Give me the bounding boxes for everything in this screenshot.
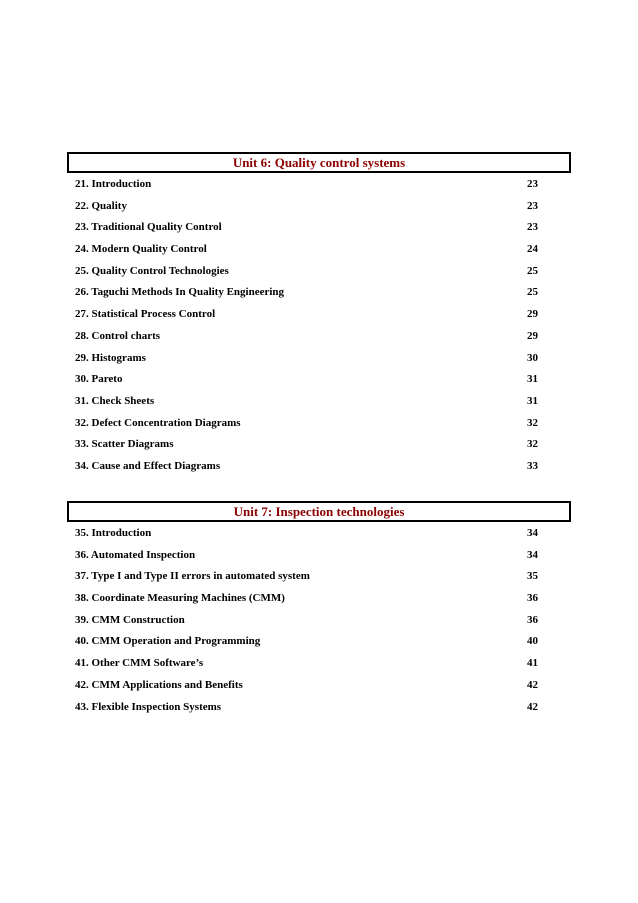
- unit-6-section: [67, 152, 571, 479]
- toc-entry-page: 34: [527, 548, 538, 561]
- toc-entry-page: 35: [527, 570, 538, 583]
- toc-entry-title: 32. Defect Concentration Diagrams: [75, 416, 241, 429]
- toc-entry-title: 29. Histograms: [75, 351, 146, 364]
- toc-entry-page: 29: [527, 308, 538, 321]
- toc-entry-page: 34: [527, 527, 538, 539]
- toc-row[interactable]: [67, 370, 571, 392]
- toc-entry-page: 42: [527, 678, 538, 691]
- toc-entry-page: 23: [527, 221, 538, 234]
- toc-entry-page: 40: [527, 635, 538, 648]
- toc-entry-title: 41. Other CMM Software’s: [75, 657, 204, 670]
- toc-entry-title: 40. CMM Operation and Programming: [75, 635, 261, 648]
- toc-entry-title: 43. Flexible Inspection Systems: [75, 700, 222, 713]
- toc-entry-page: 33: [527, 459, 538, 472]
- toc-entry-page: 23: [527, 199, 538, 212]
- unit-6-header: Unit 6: Quality control systems: [67, 152, 571, 173]
- toc-entry-page: 31: [527, 394, 538, 407]
- toc-row[interactable]: [67, 218, 571, 240]
- toc-row[interactable]: [67, 654, 571, 676]
- toc-row[interactable]: [67, 435, 571, 457]
- toc-row[interactable]: [67, 589, 571, 611]
- toc-row[interactable]: [67, 414, 571, 436]
- toc-row[interactable]: [67, 392, 571, 414]
- toc-entry-title: 39. CMM Construction: [75, 613, 185, 626]
- toc-row[interactable]: [67, 197, 571, 219]
- toc-entry-title: 37. Type I and Type II errors in automated system: [75, 570, 310, 583]
- toc-entry-title: 28. Control charts: [75, 329, 161, 342]
- toc-row[interactable]: [67, 305, 571, 327]
- toc-row[interactable]: [67, 632, 571, 654]
- toc-row[interactable]: [67, 283, 571, 305]
- toc-row[interactable]: [67, 611, 571, 633]
- toc-entry-page: 29: [527, 329, 538, 342]
- toc-entry-title: 38. Coordinate Measuring Machines (CMM): [75, 592, 285, 605]
- toc-row[interactable]: [67, 546, 571, 568]
- toc-entry-title: 34. Cause and Effect Diagrams: [75, 459, 221, 472]
- toc-entry-title: 22. Quality: [75, 199, 127, 212]
- toc-row[interactable]: [67, 349, 571, 371]
- toc-entry-title: 21. Introduction: [75, 178, 152, 190]
- toc-row[interactable]: [67, 676, 571, 698]
- toc-entry-title: 26. Taguchi Methods In Quality Engineering: [75, 286, 285, 299]
- toc-entry-title: 30. Pareto: [75, 373, 123, 386]
- toc-entry-page: 32: [527, 416, 538, 429]
- toc-entry-title: 24. Modern Quality Control: [75, 243, 207, 256]
- toc-entry-title: 23. Traditional Quality Control: [75, 221, 222, 234]
- toc-entry-page: 24: [527, 243, 538, 256]
- toc-row[interactable]: [67, 262, 571, 284]
- toc-entry-page: 32: [527, 438, 538, 451]
- toc-row[interactable]: [67, 698, 571, 720]
- toc-entry-page: 25: [527, 264, 538, 277]
- toc-entry-title: 42. CMM Applications and Benefits: [75, 678, 243, 691]
- unit-7-header: Unit 7: Inspection technologies: [67, 501, 571, 522]
- toc-entry-title: 33. Scatter Diagrams: [75, 438, 174, 451]
- toc-entry-title: 27. Statistical Process Control: [75, 308, 216, 321]
- toc-row[interactable]: [67, 175, 571, 197]
- toc-entry-title: 31. Check Sheets: [75, 394, 155, 407]
- toc-entry-page: 25: [527, 286, 538, 299]
- toc-row[interactable]: [67, 240, 571, 262]
- toc-entry-page: 42: [527, 700, 538, 713]
- toc-entry-page: 23: [527, 178, 538, 190]
- toc-entry-title: 36. Automated Inspection: [75, 548, 196, 561]
- toc-entry-page: 36: [527, 592, 538, 605]
- toc-row[interactable]: [67, 327, 571, 349]
- toc-entry-title: 35. Introduction: [75, 527, 152, 539]
- toc-entry-page: 36: [527, 613, 538, 626]
- toc-entry-page: 31: [527, 373, 538, 386]
- toc-entry-page: 30: [527, 351, 538, 364]
- toc-row[interactable]: [67, 567, 571, 589]
- toc-row[interactable]: [67, 524, 571, 546]
- toc-entry-title: 25. Quality Control Technologies: [75, 264, 229, 277]
- toc-entry-page: 41: [527, 657, 538, 670]
- toc-row[interactable]: [67, 457, 571, 479]
- unit-7-section: [67, 501, 571, 719]
